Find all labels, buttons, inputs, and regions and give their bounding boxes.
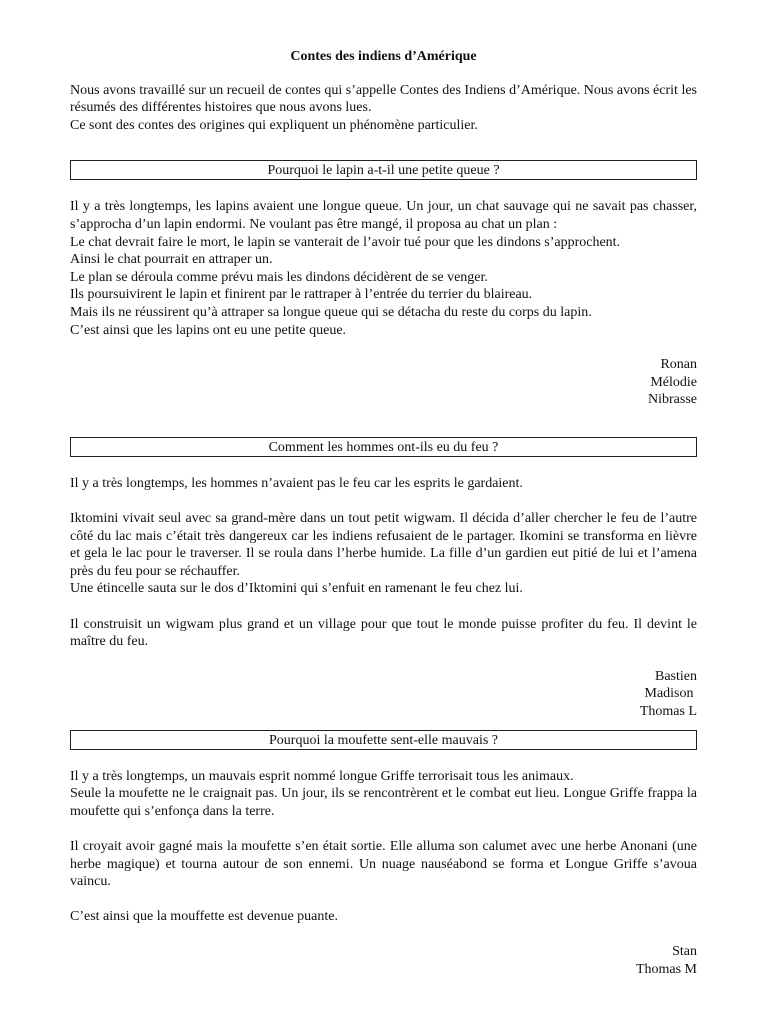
author-list [70,668,697,721]
paragraph-gap [70,820,697,838]
story-body [70,198,697,339]
story-paragraph: Le plan se déroula comme prévu mais les dindons décidèrent de se venger. [70,269,488,285]
author-name: Ronan [660,357,697,373]
document-page [70,48,697,978]
intro-paragraph: Ce sont des contes des origines qui expliquent un phénomène particulier. [70,117,478,133]
story-section [70,160,697,409]
author-name: Thomas L [639,704,697,720]
author-name: Nibrasse [648,392,697,408]
story-paragraph: Mais ils ne réussirent qu’à attraper sa longue queue qui se détacha du reste du corps du lapin. [70,304,592,320]
story-body [70,768,697,926]
author-name: Bastien [655,668,697,684]
intro-section [70,82,697,135]
story-heading-box: Pourquoi la moufette sent-elle mauvais ? [70,730,697,750]
document-title: Contes des indiens d’Amérique [290,49,477,64]
story-paragraph: Il construisit un wigwam plus grand et un village pour que tout le monde puisse profiter du feu. Il devint le maître du feu. [70,616,697,650]
author-name: Madison [644,686,697,702]
story-paragraph: C’est ainsi que les lapins ont eu une petite queue. [70,322,347,338]
author-name: Stan [672,943,697,959]
paragraph-gap [70,598,697,616]
story-paragraph: Le chat devrait faire le mort, le lapin se vanterait de l’avoir tué pour que les dindons s’approchent. [70,234,621,250]
story-paragraph: C’est ainsi que la mouffette est devenue puante. [70,909,338,925]
story-heading-box: Comment les hommes ont-ils eu du feu ? [70,437,697,457]
author-name: Mélodie [650,374,697,390]
story-paragraph: Ainsi le chat pourrait en attraper un. [70,252,273,268]
paragraph-gap [70,493,697,511]
story-paragraph: Une étincelle sauta sur le dos d’Iktomini qui s’enfuit en ramenant le feu chez lui. [70,581,523,597]
story-heading-box: Pourquoi le lapin a-t-il une petite queue ? [70,160,697,180]
story-paragraph: Iktomini vivait seul avec sa grand-mère dans un tout petit wigwam. Il décida d’aller chercher le feu de l’autre côté du lac mais c’était très dangereux car les indiens refusaient de le partager. Ikomini se transforma en lièvre et gela le lac pour le traverser. Il se roula dans l’herbe humide. La fille d’un gardien eut pitié de lui et l’amena près du feu pour se réchauffer. [70,511,697,579]
story-paragraph: Ils poursuivirent le lapin et finirent par le rattraper à l’entrée du terrier du blaireau. [70,287,533,303]
story-paragraph: Il y a très longtemps, un mauvais esprit nommé longue Griffe terrorisait tous les animaux. [70,768,574,784]
author-list [70,943,697,978]
intro-paragraph: Nous avons travaillé sur un recueil de contes qui s’appelle Contes des Indiens d’Amérique. Nous avons écrit les résumés des différentes histoires que nous avons lues. [70,82,697,116]
story-paragraph: Il croyait avoir gagné mais la moufette s’en était sortie. Elle alluma son calumet avec une herbe Anonani (une herbe magique) et tourna autour de son ennemi. Un nuage nauséabond se forma et Longue Griffe s’avoua vaincu. [70,839,697,890]
story-section [70,437,697,721]
paragraph-gap [70,891,697,909]
story-paragraph: Il y a très longtemps, les hommes n’avaient pas le feu car les esprits le gardaient. [70,475,523,491]
story-body [70,475,697,651]
story-paragraph: Il y a très longtemps, les lapins avaient une longue queue. Un jour, un chat sauvage qui ne savait pas chasser, s’approcha d’un lapin endormi. Ne voulant pas être mangé, il proposa au chat un plan : [70,199,697,232]
story-paragraph: Seule la moufette ne le craignait pas. Un jour, ils se rencontrèrent et le combat eut lieu. Longue Griffe frappa la moufette qui s’enfonça dans la terre. [70,786,697,819]
story-section [70,730,697,979]
author-list [70,356,697,409]
author-name: Thomas M [635,961,697,977]
